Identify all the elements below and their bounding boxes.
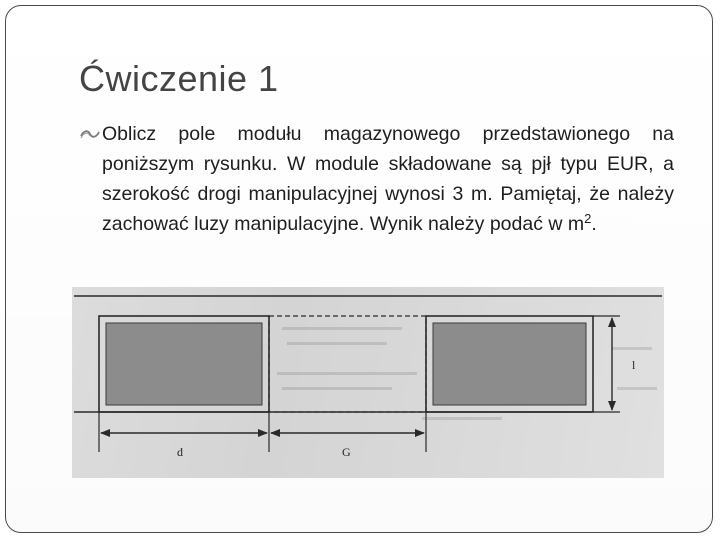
aisle-dashed-area (269, 316, 426, 412)
g-arrow-right (415, 429, 425, 437)
paragraph-superscript: 2 (584, 211, 592, 226)
label-g: G (342, 445, 351, 459)
slide-title: Ćwiczenie 1 (79, 58, 279, 99)
g-arrow-left (270, 429, 280, 437)
wave-bullet-icon (80, 119, 102, 149)
l-arrow-bottom (608, 401, 616, 411)
paragraph-end: . (591, 213, 597, 235)
paragraph-main: Oblicz pole modułu magazynowego przedstawionego na poniższym rysunku. W module składowane są pjł typu EUR, a szerokość drogi manipulacyjnej wynosi 3 m. Pamiętaj, że należy zachować luzy manipulacyjne. Wynik należy podać w m (102, 123, 674, 235)
left-pallet (106, 323, 262, 405)
exercise-paragraph (102, 119, 674, 239)
module-diagram-photo (72, 287, 664, 478)
right-pallet (433, 323, 586, 405)
exercise-text (80, 119, 674, 239)
d-arrow-left (100, 429, 110, 437)
label-l: l (632, 358, 636, 372)
l-arrow-top (608, 317, 616, 327)
label-d: d (177, 445, 183, 459)
d-arrow-right (258, 429, 268, 437)
